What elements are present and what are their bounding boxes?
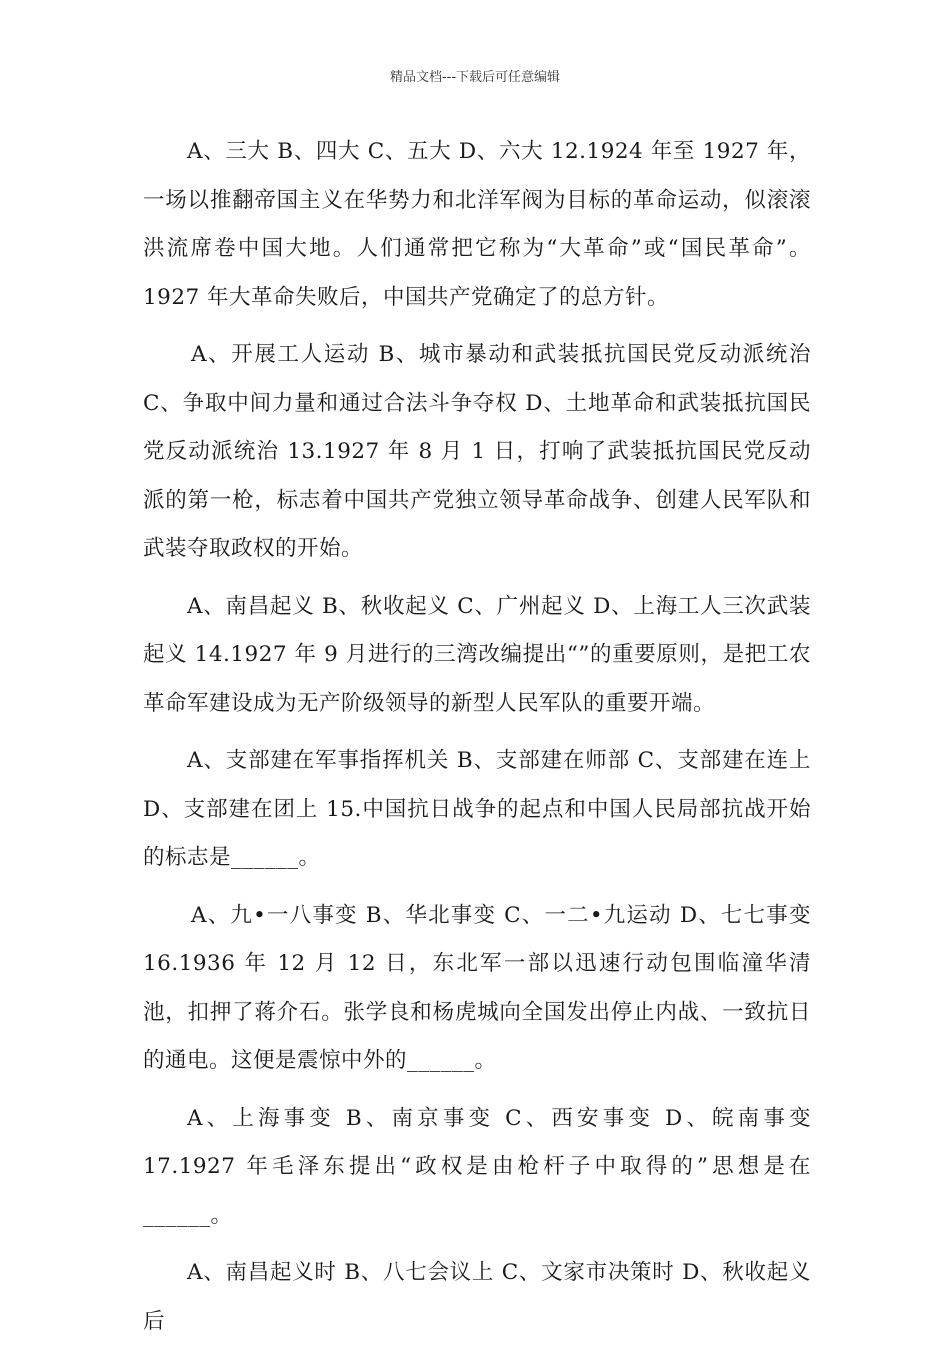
- paragraph: A、开展工人运动 B、城市暴动和武装抵抗国民党反动派统治 C、争取中间力量和通过合法斗争夺权 D、土地革命和武装抵抗国民党反动派统治 13.1927 年 8 月 1 日，打响了武装抵抗国民党反动派的第一枪，标志着中国共产党独立领导革命战争、创建人民军队和武装夺取政权的开始。: [143, 342, 811, 561]
- paragraph: A、支部建在军事指挥机关 B、支部建在师部 C、支部建在连上 D、支部建在团上 15.中国抗日战争的起点和中国人民局部抗战开始的标志是______。: [143, 748, 811, 870]
- document-body: [143, 128, 811, 1346]
- paragraph: A、上海事变 B、南京事变 C、西安事变 D、皖南事变 17.1927 年毛泽东提出“政权是由枪杆子中取得的”思想是在______。: [143, 1105, 811, 1228]
- page-header: 精品文档---下载后可任意编辑: [389, 70, 561, 85]
- paragraph: A、九•一八事变 B、华北事变 C、一二•九运动 D、七七事变 16.1936 年 12 月 12 日，东北军一部以迅速行动包围临潼华清池，扣押了蒋介石。张学良和杨虎城向全国发出停止内战、一致抗日的通电。这便是震惊中外的______。: [143, 902, 811, 1073]
- paragraph: A、南昌起义时 B、八七会议上 C、文家市决策时 D、秋收起义后: [143, 1260, 811, 1334]
- paragraph: A、三大 B、四大 C、五大 D、六大 12.1924 年至 1927 年，一场以推翻帝国主义在华势力和北洋军阀为目标的革命运动，似滚滚洪流席卷中国大地。人们通常把它称为“大革命”或“国民革命”。1927 年大革命失败后，中国共产党确定了的总方针。: [143, 139, 811, 310]
- paragraph: A、南昌起义 B、秋收起义 C、广州起义 D、上海工人三次武装起义 14.1927 年 9 月进行的三湾改编提出“”的重要原则，是把工农革命军建设成为无产阶级领导的新型人民军队的重要开端。: [143, 593, 811, 716]
